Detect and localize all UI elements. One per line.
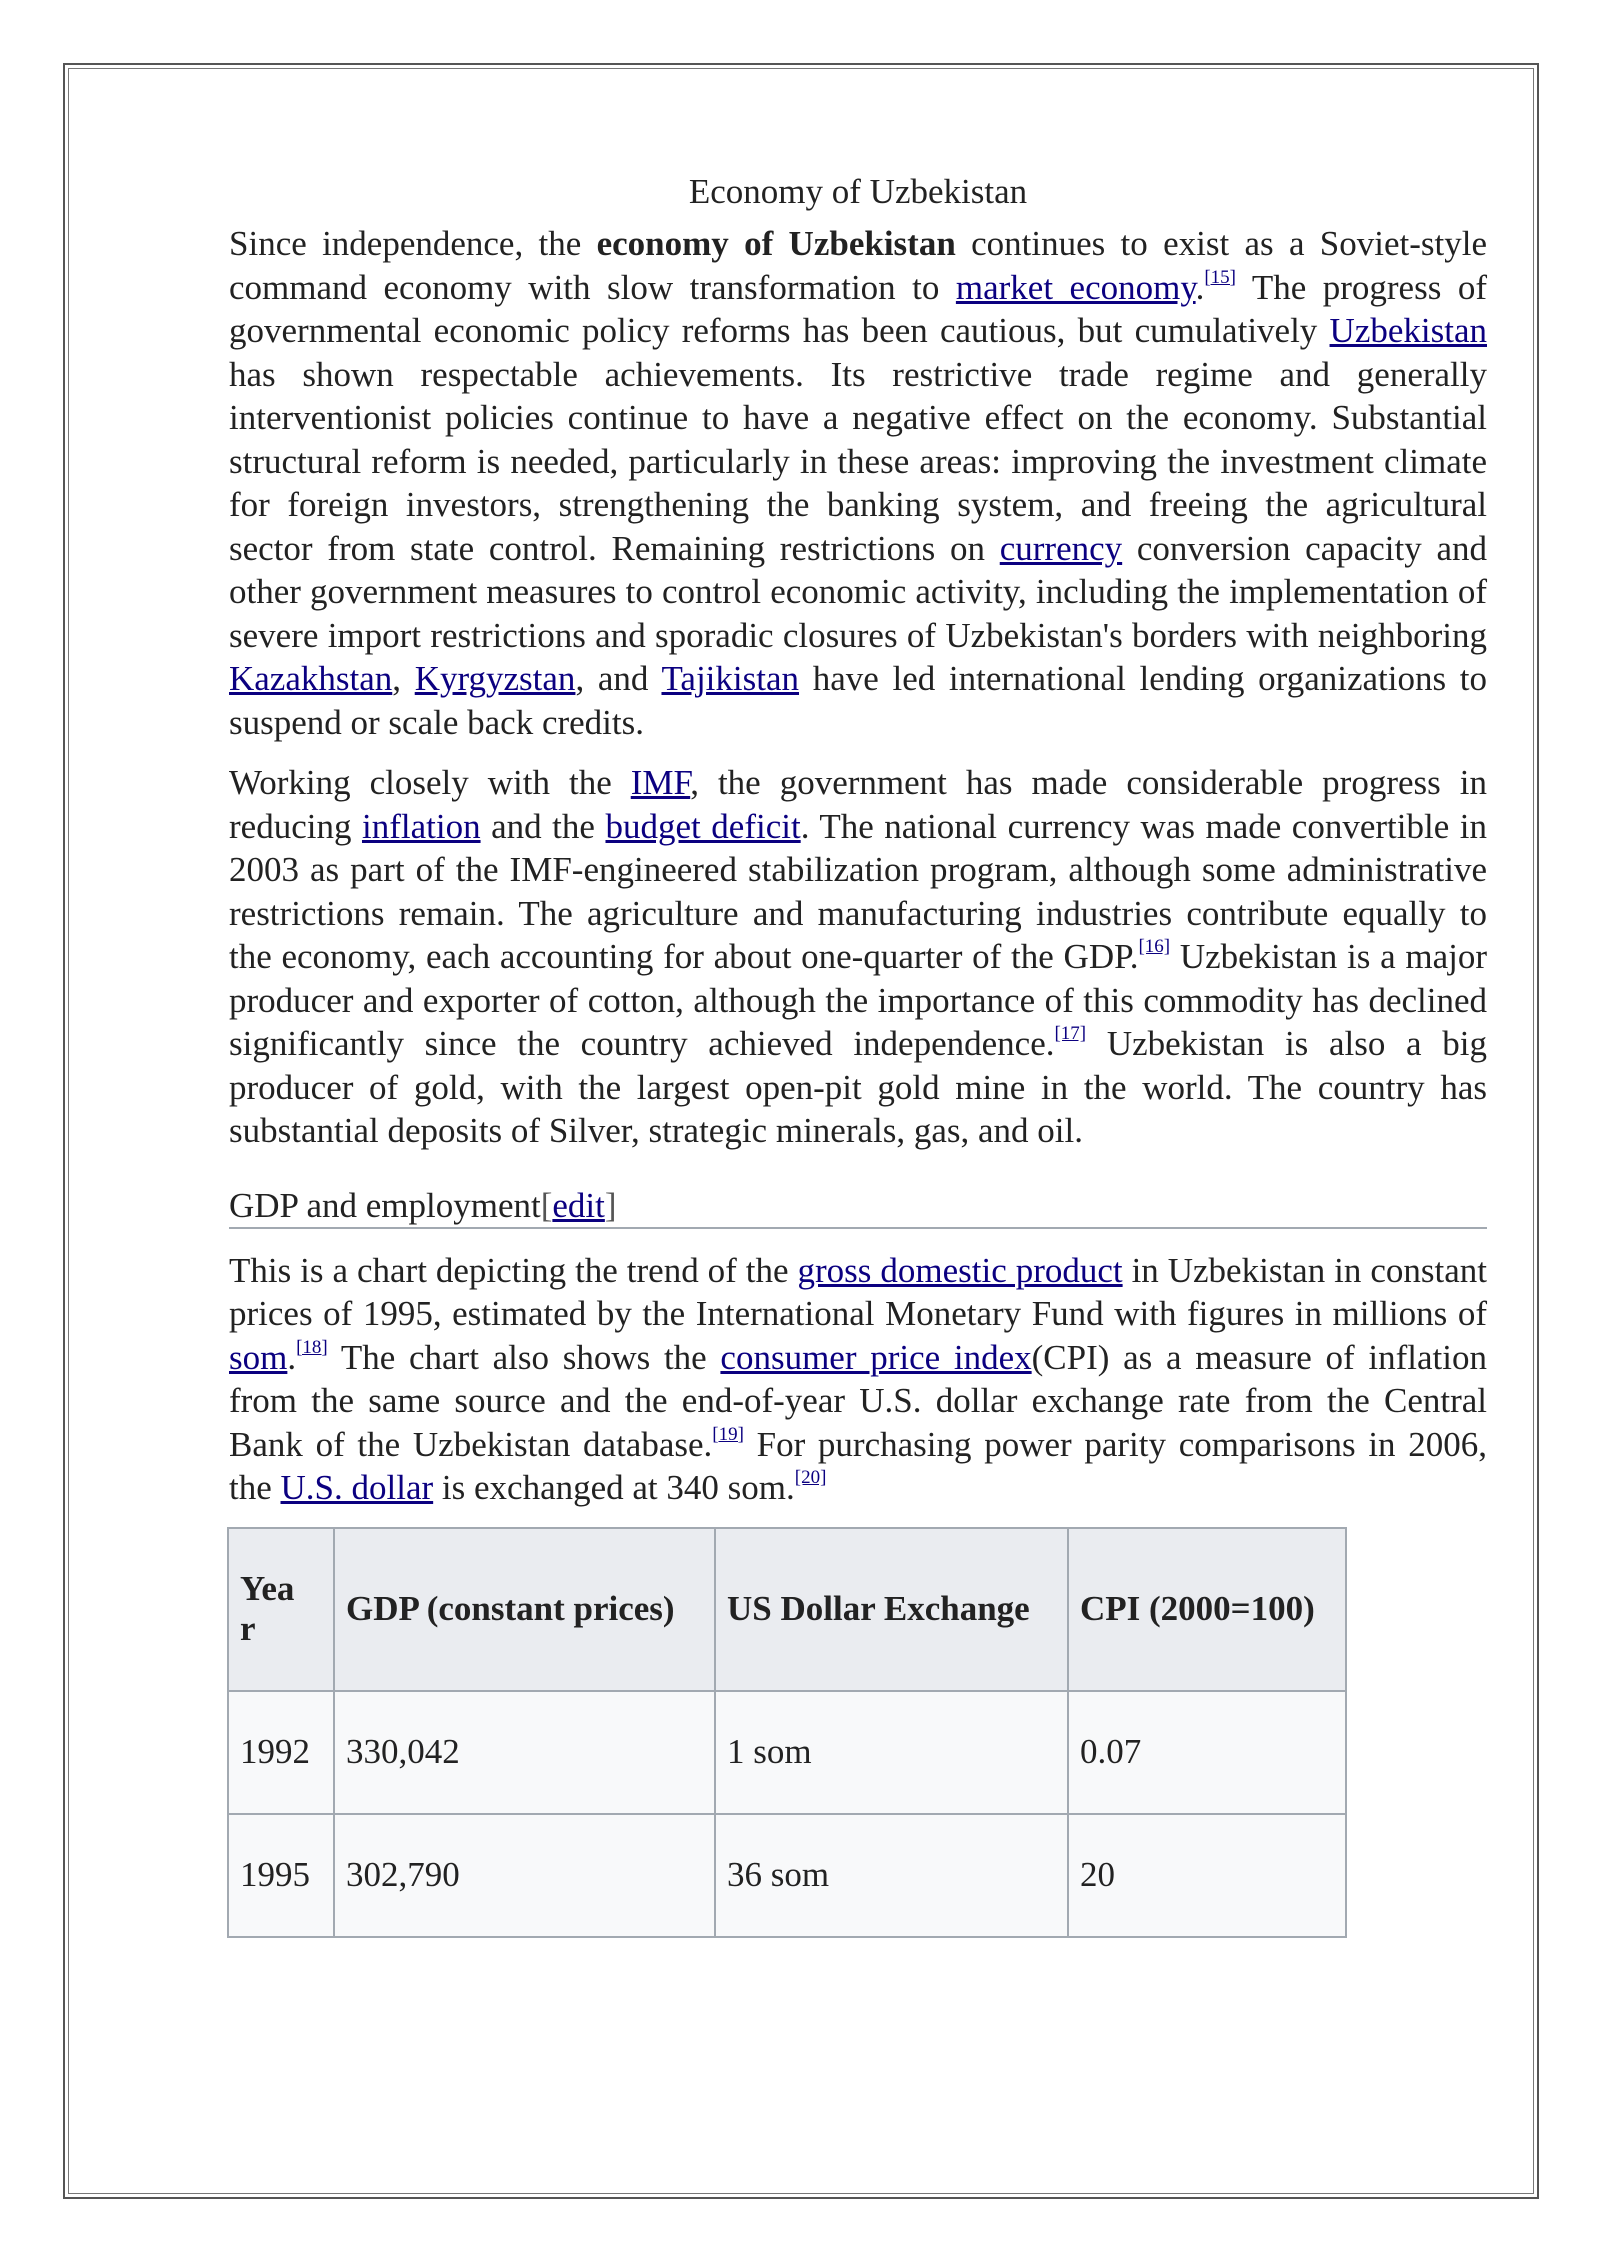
paragraph-intro: Since independence, the economy of Uzbekistan continues to exist as a Soviet-style command economy with slow transformation to market economy.[15] The progress of governmental economic policy reforms has been cautious, but cumulatively Uzbekistan has shown respectable achievements. Its restrictive trade regime and generally interventionist policies continue to have a negative effect on the economy. Substantial structural reform is needed, particularly in these areas: improving the investment climate for foreign investors, strengthening the banking system, and freeing the agricultural sector from state control. Remaining restrictions on currency conversion capacity and other government measures to control economic activity, including the implementation of severe import restrictions and sporadic closures of Uzbekistan's borders with neighboring Kazakhstan, Kyrgyzstan, and Tajikistan have led international lending organizations to suspend or scale back credits. (229, 224, 1488, 742)
link-us-dollar[interactable]: U.S. dollar (280, 1468, 434, 1507)
section-title: GDP and employment (229, 1185, 541, 1225)
cell-gdp: 302,790 (334, 1814, 715, 1937)
link-tajikistan[interactable]: Tajikistan (661, 659, 800, 698)
edit-link[interactable]: edit (552, 1185, 605, 1225)
gdp-table (227, 1527, 1347, 1938)
table-header-row (228, 1528, 1346, 1691)
table-row (228, 1814, 1346, 1937)
reference-15[interactable]: [15] (1204, 266, 1236, 288)
reference-18[interactable]: [18] (296, 1336, 328, 1358)
reference-19[interactable]: [19] (712, 1423, 744, 1445)
link-som[interactable]: som (229, 1337, 288, 1377)
article-body (229, 168, 1487, 1938)
header-year-line1: Yea (240, 1569, 295, 1608)
header-usd-exchange: US Dollar Exchange (715, 1528, 1068, 1691)
reference-16[interactable]: [16] (1138, 936, 1171, 957)
cell-year: 1992 (228, 1691, 334, 1814)
link-kyrgyzstan[interactable]: Kyrgyzstan (414, 659, 576, 698)
cell-cpi: 20 (1068, 1814, 1346, 1937)
cell-usd-exchange: 36 som (715, 1814, 1068, 1937)
header-year-line2: r (240, 1609, 256, 1648)
table-row (228, 1691, 1346, 1814)
article-title: Economy of Uzbekistan (688, 172, 1028, 211)
paragraph-imf: Working closely with the IMF, the government has made considerable progress in reducing inflation and the budget deficit. The national currency was made convertible in 2003 as part of the IMF-engineered stabilization program, although some administrative restrictions remain. The agriculture and manufacturing industries contribute equally to the economy, each accounting for about one-quarter of the GDP.[16] Uzbekistan is a major producer and exporter of cotton, although the importance of this commodity has declined significantly since the country achieved independence.[17] Uzbekistan is also a big producer of gold, with the largest open-pit gold mine in the world. The country has substantial deposits of Silver, strategic minerals, gas, and oil. (229, 763, 1488, 1150)
reference-17[interactable]: [17] (1054, 1023, 1087, 1044)
link-budget-deficit[interactable]: budget deficit (605, 806, 801, 846)
link-kazakhstan[interactable]: Kazakhstan (229, 659, 393, 698)
link-gross-domestic-product[interactable]: gross domestic product (797, 1250, 1123, 1290)
cell-year: 1995 (228, 1814, 334, 1937)
reference-20[interactable]: [20] (794, 1467, 827, 1488)
link-currency[interactable]: currency (999, 528, 1123, 568)
link-uzbekistan[interactable]: Uzbekistan (1329, 311, 1487, 350)
link-consumer-price-index[interactable]: consumer price index (720, 1337, 1032, 1377)
header-gdp: GDP (constant prices) (334, 1528, 715, 1691)
cell-cpi: 0.07 (1068, 1691, 1346, 1814)
header-cpi: CPI (2000=100) (1068, 1528, 1346, 1691)
paragraph-gdp: This is a chart depicting the trend of the gross domestic product in Uzbekistan in constant prices of 1995, estimated by the International Monetary Fund with figures in millions of som.[18] The chart also shows the consumer price index(CPI) as a measure of inflation from the same source and the end-of-year U.S. dollar exchange rate from the Central Bank of the Uzbekistan database.[19] For purchasing power parity comparisons in 2006, the U.S. dollar is exchanged at 340 som.[20] (229, 1250, 1487, 1507)
bold-term: economy of Uzbekistan (596, 224, 956, 263)
cell-gdp: 330,042 (334, 1691, 715, 1814)
cell-usd-exchange: 1 som (715, 1691, 1068, 1814)
link-inflation[interactable]: inflation (361, 806, 481, 846)
header-year (228, 1528, 334, 1691)
section-heading-gdp: GDP and employment[edit] (229, 1185, 1487, 1229)
link-market-economy[interactable]: market economy (955, 267, 1196, 307)
link-imf[interactable]: IMF (630, 763, 691, 802)
